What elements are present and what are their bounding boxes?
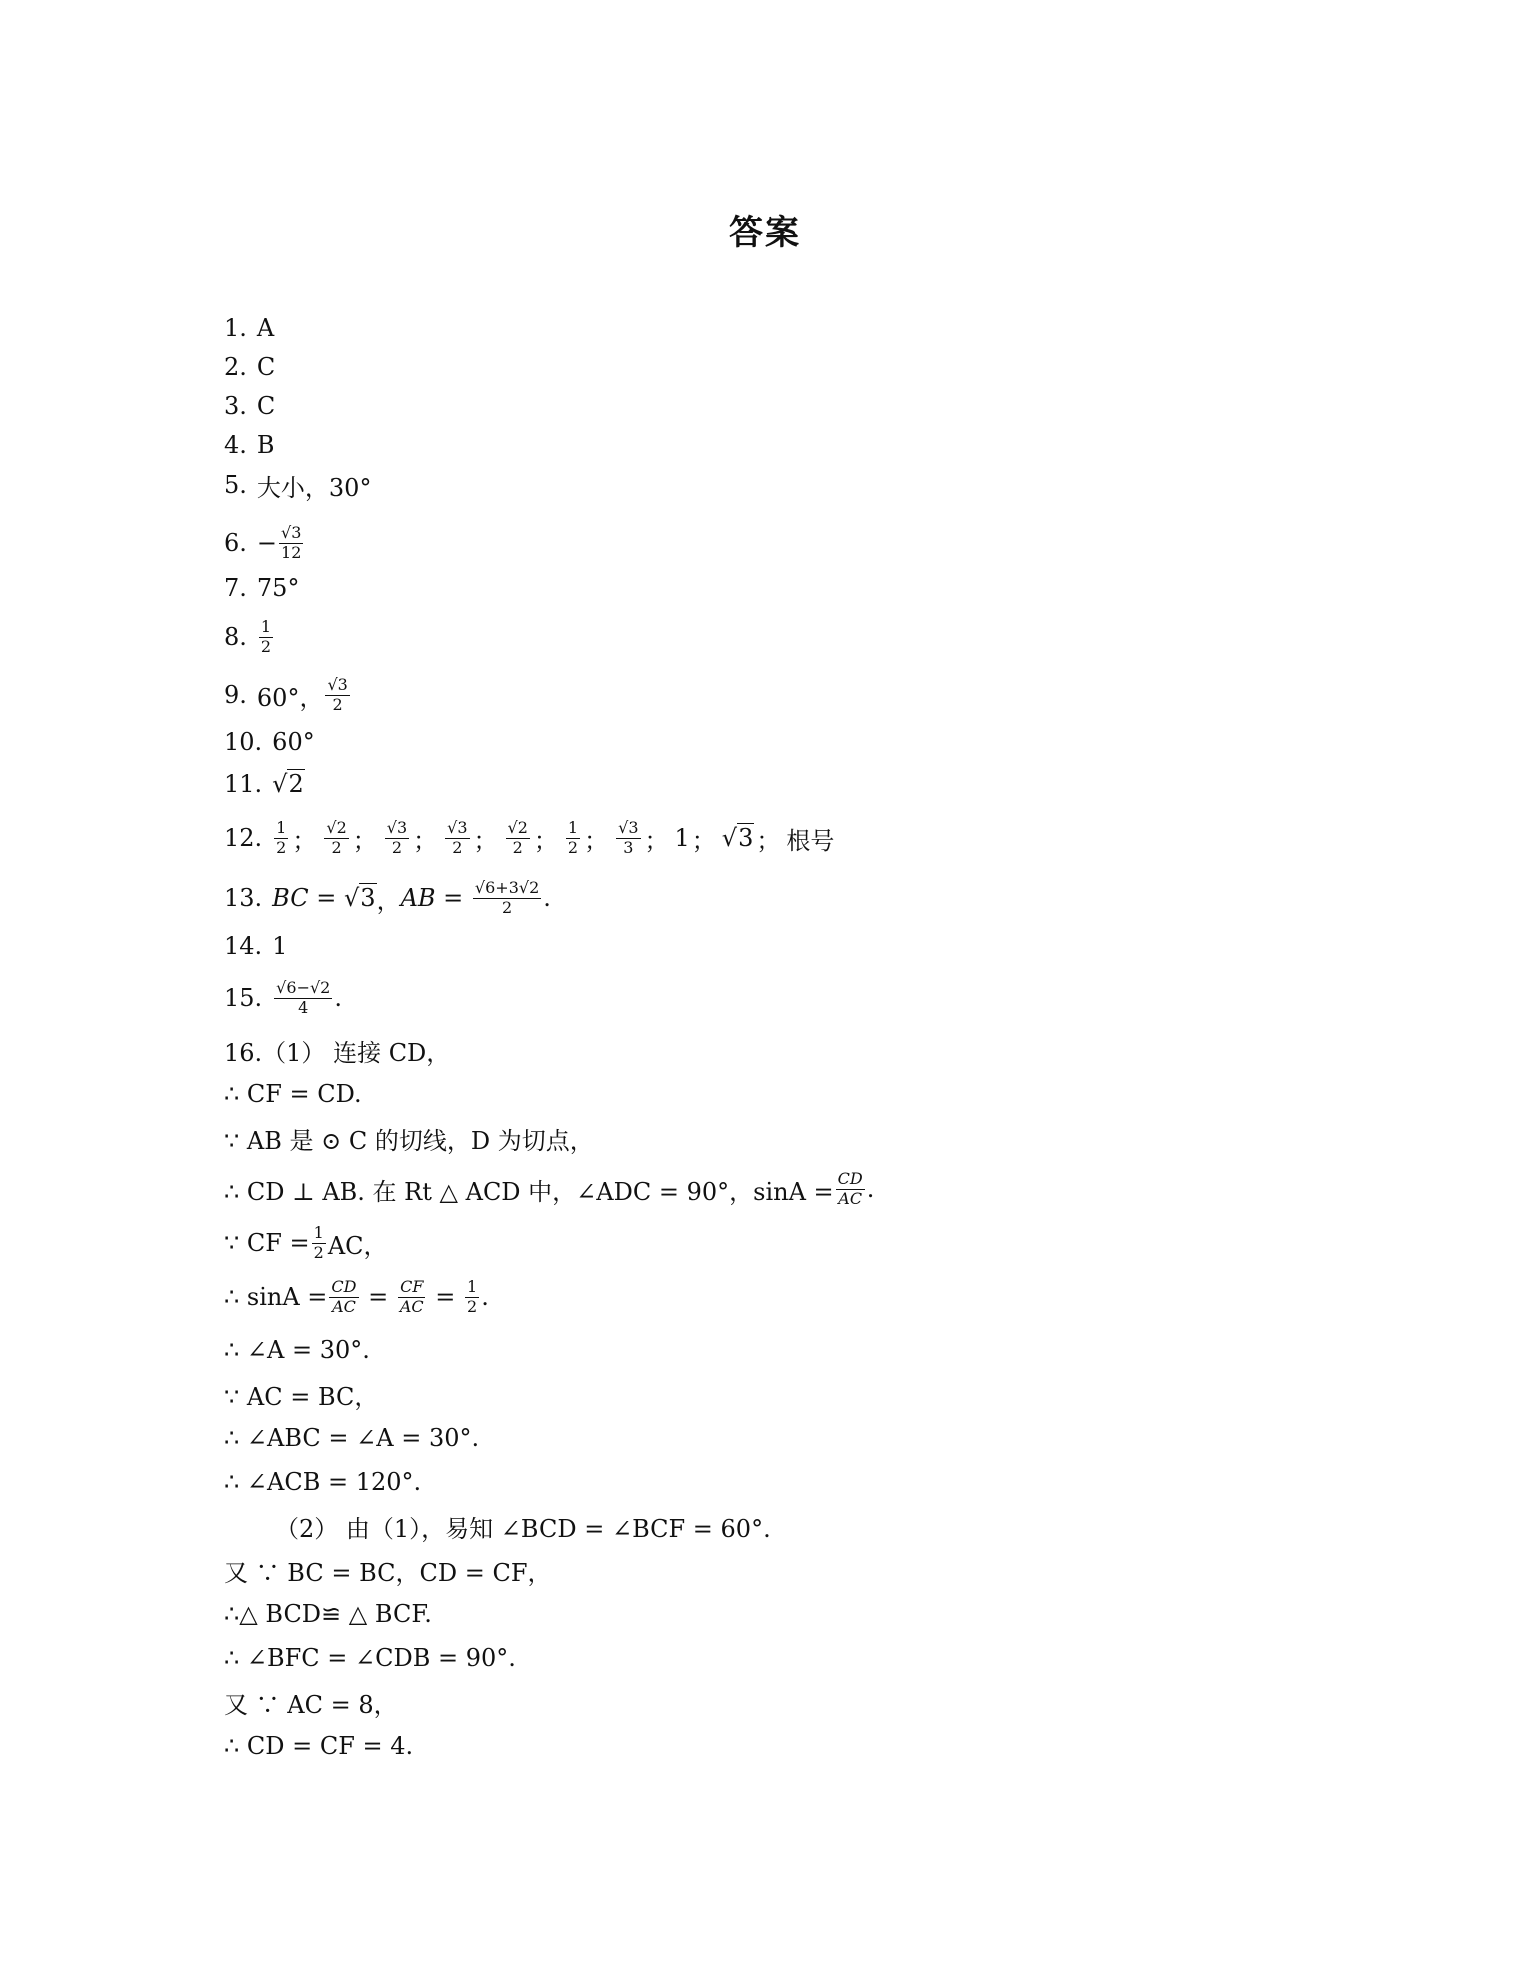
solution-line-3: ∵ AB 是 ⊙ C 的切线，D 为切点， [224,1126,594,1155]
fraction: $\frac{√3}{2}$ [327,675,348,714]
fraction: $\frac{√2}{2}$ [507,818,528,857]
fraction: $\frac{1}{2}$ [260,617,272,656]
answer-7: 7. 75° [224,574,300,602]
solution-line-2: ∴ CF = CD. [224,1080,362,1108]
fraction: $\frac{CD}{AC}$ [331,1277,357,1316]
square-root: √2 [272,770,304,798]
answer-13: 13. BC = √3 ， AB = $\frac{√6+3√2}{2}$ . [224,878,551,917]
answer-3: 3. C [224,392,276,420]
solution-line-14: ∴ ∠BFC = ∠CDB = 90°. [224,1644,516,1672]
fraction: $\frac{√3}{3}$ [618,818,639,857]
solution-line-10: ∴ ∠ACB = 120°. [224,1468,422,1496]
solution-line-7: ∴ ∠A = 30°. [224,1336,370,1364]
page-title: 答案 [729,213,801,253]
square-root: √3 [344,884,376,912]
answer-6: 6. − $\frac{√3}{12}$ [224,523,302,562]
fraction: $\frac{1}{2}$ [313,1223,324,1262]
answer-5: 5. 大小，30° [224,471,372,502]
fraction: $\frac{√6-√2}{4}$ [276,978,331,1017]
answer-2: 2. C [224,353,276,381]
solution-line-12: 又 ∵ BC = BC，CD = CF， [224,1558,552,1587]
fraction: $\frac{CD}{AC}$ [837,1169,863,1208]
fraction: $\frac{√3}{12}$ [281,523,302,562]
fraction: $\frac{1}{2}$ [467,1277,478,1316]
answer-12: 12. $\frac{1}{2}$ ； $\frac{√2}{2}$ ； $\frac{√3}{2}$ ； $\frac{√3}{2}$ ； $\frac{√2}{2}$ ； $\frac{1}{2}$ ； $\frac{√3}{3}$ ； 1 ； √3 ； 根号 [224,818,835,857]
square-root: √3 [721,824,754,852]
fraction: $\frac{√3}{2}$ [386,818,408,857]
answer-10: 10. 60° [224,728,315,756]
solution-line-11: （2） 由（1），易知 ∠BCD = ∠BCF = 60°. [275,1514,771,1543]
answer-9: 9. 60°， $\frac{√3}{2}$ [224,675,348,714]
fraction: $\frac{1}{2}$ [567,818,579,857]
fraction: $\frac{CF}{AC}$ [399,1277,424,1316]
fraction: $\frac{√6+3√2}{2}$ [474,878,540,917]
solution-line-15: 又 ∵ AC = 8， [224,1690,398,1719]
answer-4: 4. B [224,431,275,459]
solution-line-9: ∴ ∠ABC = ∠A = 30°. [224,1424,480,1452]
answer-8: 8. $\frac{1}{2}$ [224,617,272,656]
answer-15: 15. $\frac{√6-√2}{4}$ . [224,978,342,1017]
solution-line-4: ∴ CD ⊥ AB. 在 Rt △ ACD 中，∠ADC = 90°，sinA = $\frac{CD}{AC}$ . [224,1169,875,1208]
answer-14: 14. 1 [224,932,288,960]
answer-11: 11. √2 [224,770,304,798]
solution-line-16: ∴ CD = CF = 4. [224,1732,414,1760]
solution-line-8: ∵ AC = BC， [224,1382,379,1411]
solution-line-6: ∴ sinA = $\frac{CD}{AC}$ = $\frac{CF}{AC}$ = $\frac{1}{2}$ . [224,1277,489,1316]
fraction: $\frac{1}{2}$ [276,818,287,857]
answer-1: 1. A [224,314,275,342]
fraction: $\frac{√3}{2}$ [447,818,468,857]
solution-line-13: ∴△ BCD≌ △ BCF. [224,1600,432,1628]
solution-line-5: ∵ CF = $\frac{1}{2}$ AC， [224,1223,388,1262]
solution-line-1: 16.（1） 连接 CD， [224,1038,451,1067]
fraction: $\frac{√2}{2}$ [326,818,347,857]
